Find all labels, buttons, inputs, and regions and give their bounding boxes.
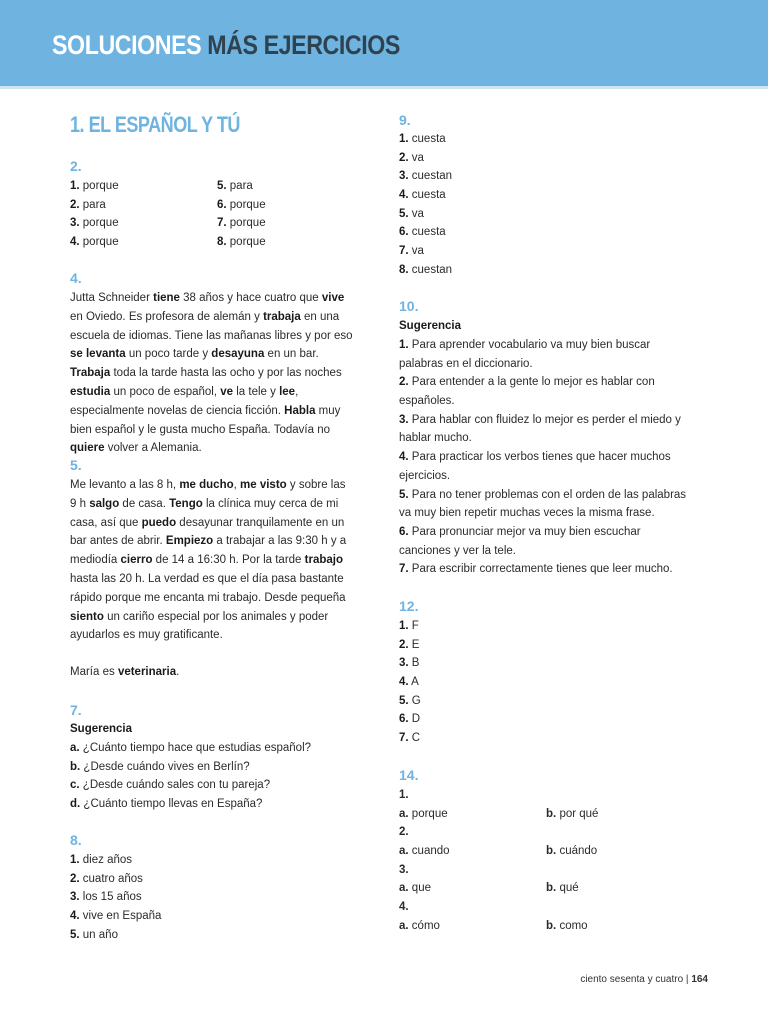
item-text: va <box>408 151 424 164</box>
answer-a-text: cuando <box>411 845 450 858</box>
item-text: porque <box>79 236 119 249</box>
text-segment: , <box>233 479 241 491</box>
item-text: cuestan <box>408 263 453 276</box>
item-text: porque <box>226 236 266 249</box>
item-text: porque <box>79 217 119 230</box>
item-text: cuesta <box>408 133 446 145</box>
bold-segment: puedo <box>141 516 177 529</box>
item-text: ¿Cuánto tiempo llevas en España? <box>80 798 263 811</box>
text-segment: hablar mucho. <box>399 432 472 445</box>
text-segment: Para practicar los verbos tienes que hacer muchos <box>408 451 671 464</box>
group-number <box>399 823 699 842</box>
bold-segment: 2. <box>399 376 409 389</box>
text-segment: un poco tarde y <box>125 348 212 361</box>
exercise-12-number: 12. <box>399 598 419 614</box>
text-segment: Para no tener problemas con el orden de las palabras <box>408 488 687 501</box>
group-answers <box>399 917 699 936</box>
bold-segment: trabajo <box>304 554 343 567</box>
bold-segment: veterinaria <box>117 666 177 678</box>
group-number-text: 1. <box>399 789 409 801</box>
answer-a-text: que <box>411 882 431 895</box>
answer-a <box>399 805 448 824</box>
item-number: c. <box>70 779 80 792</box>
text-segment: de casa. <box>119 497 170 510</box>
answer-b-text: cuándo <box>559 845 598 858</box>
list-item <box>70 907 161 926</box>
exercise-10-list <box>399 336 686 579</box>
exercise-7-label: Sugerencia <box>70 723 132 735</box>
answer-a <box>399 917 440 936</box>
item-number: 5. <box>399 207 409 220</box>
item-number: 8. <box>217 236 227 249</box>
answer-b-text: como <box>559 919 588 932</box>
suggestion-line <box>399 448 686 467</box>
list-item <box>399 223 452 242</box>
suggestion-line <box>399 486 686 505</box>
item-text: C <box>408 732 421 745</box>
item-number: 4. <box>399 189 409 202</box>
bold-segment: 5. <box>399 488 409 501</box>
exercise-4-number: 4. <box>70 270 82 286</box>
page-header <box>0 0 768 89</box>
item-text: para <box>79 198 106 211</box>
item-number: 1. <box>70 180 80 192</box>
text-segment: de 14 a 16:30 h. Por la tarde <box>152 554 305 567</box>
text-segment: toda la tarde hasta las ocho y por las noches <box>110 367 342 380</box>
exercise-14-number: 14. <box>399 767 419 783</box>
item-number: 2. <box>70 198 80 211</box>
list-item <box>399 729 421 748</box>
bold-segment: estudia <box>70 385 111 398</box>
item-number: 1. <box>399 133 409 145</box>
answer-a-label: a. <box>399 845 409 858</box>
bold-segment: vive <box>321 292 345 304</box>
item-text: un año <box>79 928 118 941</box>
suggestion-line <box>399 429 686 448</box>
item-number: 7. <box>399 732 409 745</box>
text-segment: un poco de español, <box>110 385 221 398</box>
group-number <box>399 861 699 880</box>
text-segment: en un bar. <box>264 348 319 361</box>
text-segment: Para entender a la gente lo mejor es hablar con <box>408 376 655 389</box>
text-segment: María es <box>70 666 118 678</box>
group-number-text: 2. <box>399 826 409 839</box>
list-item <box>70 870 161 889</box>
item-number: 3. <box>70 891 80 904</box>
exercise-7-list <box>70 739 311 814</box>
answer-b <box>546 805 598 824</box>
group-number-text: 4. <box>399 901 409 914</box>
list-item <box>217 196 266 215</box>
footer-text: ciento sesenta y cuatro | <box>580 974 692 985</box>
item-number: 5. <box>70 928 80 941</box>
text-segment: la tele y <box>233 385 280 398</box>
exercise-2-list-a <box>70 177 119 252</box>
exercise-8-list <box>70 851 161 944</box>
bold-segment: me visto <box>240 479 287 491</box>
group-number <box>399 786 699 805</box>
item-text: cuatro años <box>79 872 143 885</box>
answer-b-label: b. <box>546 919 557 932</box>
answer-a-text: porque <box>411 807 448 820</box>
bold-segment: 3. <box>399 413 409 426</box>
answer-b-label: b. <box>546 807 557 820</box>
exercise-5-text <box>70 476 353 645</box>
exercise-9-list <box>399 130 452 280</box>
item-number: 1. <box>399 620 409 632</box>
text-segment: muy bien español y le gusta mucho España. Todavía no <box>70 404 341 436</box>
bold-segment: Trabaja <box>70 367 111 380</box>
text-segment: Para aprender vocabulario va muy bien buscar <box>408 339 651 351</box>
item-text: D <box>408 713 421 726</box>
bold-segment: ve <box>220 385 234 398</box>
group-answers <box>399 879 699 898</box>
list-item <box>70 758 311 777</box>
item-number: 3. <box>399 170 409 183</box>
item-text: cuesta <box>408 226 446 239</box>
bold-segment: me ducho <box>179 479 234 491</box>
list-item <box>399 130 452 149</box>
item-number: 2. <box>70 872 80 885</box>
item-text: F <box>408 620 419 632</box>
suggestion-line <box>399 467 686 486</box>
title-light: SOLUCIONES <box>52 30 202 60</box>
answer-b <box>546 917 588 936</box>
page-footer <box>580 974 708 985</box>
list-item <box>70 926 161 945</box>
answer-b <box>546 842 597 861</box>
bold-segment: quiere <box>70 442 105 455</box>
answer-b-text: qué <box>559 882 579 895</box>
answer-a <box>399 879 431 898</box>
list-item <box>399 636 421 655</box>
text-segment: canciones y ver la tele. <box>399 544 516 557</box>
item-text: para <box>226 180 253 192</box>
item-number: 4. <box>70 236 80 249</box>
item-number: 6. <box>399 226 409 239</box>
text-segment: a trabajar a las 9:30 h y a mediodía <box>70 535 347 567</box>
text-segment: y sobre las 9 h <box>70 479 346 510</box>
answer-a-text: cómo <box>411 919 440 932</box>
list-item <box>70 795 311 814</box>
text-segment: , especialmente novelas de ciencia ficción. <box>70 385 299 417</box>
suggestion-line <box>399 504 686 523</box>
list-item <box>70 177 119 196</box>
text-segment: españoles. <box>399 395 455 408</box>
item-number: 6. <box>399 713 409 726</box>
item-number: 3. <box>70 217 80 230</box>
bold-segment: 4. <box>399 451 409 464</box>
item-number: 4. <box>70 910 80 923</box>
bold-segment: 1. <box>399 339 409 351</box>
answer-a-label: a. <box>399 807 409 820</box>
text-segment: un cariño especial por los animales y poder ayudarlos es muy gratificante. <box>70 610 329 642</box>
text-segment: desayunar tranquilamente en un bar antes de abrir. <box>70 516 345 548</box>
page-number: 164 <box>691 974 708 985</box>
exercise-5-answer <box>70 663 353 682</box>
list-item <box>399 261 452 280</box>
answer-a-label: a. <box>399 919 409 932</box>
group-number <box>399 898 699 917</box>
text-segment: Para escribir correctamente tienes que leer mucho. <box>408 563 673 576</box>
exercise-7-number: 7. <box>70 702 82 718</box>
text-segment: Para pronunciar mejor va muy bien escuchar <box>408 525 641 538</box>
text-segment: 38 años y hace cuatro que <box>179 292 322 304</box>
exercise-5-number: 5. <box>70 457 82 473</box>
suggestion-line <box>399 392 686 411</box>
item-text: los 15 años <box>79 891 142 904</box>
bold-segment: tiene <box>153 292 180 304</box>
page-title <box>52 30 400 61</box>
item-text: cuestan <box>408 170 453 183</box>
exercise-10-label: Sugerencia <box>399 320 461 332</box>
answer-b-label: b. <box>546 845 557 858</box>
suggestion-line <box>399 336 686 355</box>
bold-segment: 7. <box>399 563 409 576</box>
title-dark: MÁS EJERCICIOS <box>207 30 400 60</box>
bold-segment: trabaja <box>263 310 301 323</box>
list-item <box>399 673 421 692</box>
text-segment: Jutta Schneider <box>70 292 154 304</box>
bold-segment: Empiezo <box>165 535 214 548</box>
item-number: 7. <box>399 245 409 258</box>
item-text: porque <box>79 180 119 192</box>
item-number: 5. <box>399 694 409 707</box>
list-item <box>399 710 421 729</box>
item-number: 7. <box>217 217 227 230</box>
answer-a <box>399 842 450 861</box>
suggestion-line <box>399 373 686 392</box>
list-item <box>70 888 161 907</box>
item-text: ¿Desde cuándo vives en Berlín? <box>80 760 250 773</box>
item-number: b. <box>70 760 81 773</box>
text-segment: Me levanto a las 8 h, <box>70 479 180 491</box>
item-text: B <box>408 657 420 670</box>
item-number: 4. <box>399 676 409 689</box>
answer-b-text: por qué <box>559 807 599 820</box>
list-item <box>217 233 266 252</box>
text-segment: ejercicios. <box>399 469 451 482</box>
answer-a-label: a. <box>399 882 409 895</box>
item-number: 2. <box>399 151 409 164</box>
list-item <box>217 214 266 233</box>
bold-segment: se levanta <box>70 348 126 361</box>
item-text: porque <box>226 217 266 230</box>
list-item <box>217 177 266 196</box>
item-text: va <box>408 207 424 220</box>
list-item <box>70 851 161 870</box>
item-text: ¿Cuánto tiempo hace que estudias español? <box>79 742 312 754</box>
text-segment: Para hablar con fluidez lo mejor es perder el miedo y <box>408 413 681 426</box>
item-number: 6. <box>217 198 227 211</box>
text-segment: en una escuela de idiomas. Tiene las mañanas libres y por eso <box>70 310 353 342</box>
item-number: 5. <box>217 180 227 192</box>
section-title: 1. EL ESPAÑOL Y TÚ <box>70 112 240 137</box>
exercise-8-number: 8. <box>70 832 82 848</box>
group-answers <box>399 805 699 824</box>
item-text: vive en España <box>79 910 162 923</box>
bold-segment: Tengo <box>169 497 203 510</box>
suggestion-line <box>399 411 686 430</box>
item-text: ¿Desde cuándo sales con tu pareja? <box>79 779 271 792</box>
bold-segment: cierro <box>120 554 153 567</box>
text-segment: en Oviedo. Es profesora de alemán y <box>70 310 264 323</box>
exercise-2-list-b <box>217 177 266 252</box>
text-segment: la clínica muy cerca de mi casa, así que <box>70 497 339 529</box>
bold-segment: salgo <box>89 497 120 510</box>
bold-segment: siento <box>70 610 104 623</box>
list-item <box>399 242 452 261</box>
list-item <box>70 776 311 795</box>
item-text: E <box>408 638 420 651</box>
list-item <box>399 617 421 636</box>
list-item <box>399 692 421 711</box>
list-item <box>70 196 119 215</box>
bold-segment: Habla <box>284 404 316 417</box>
group-answers <box>399 842 699 861</box>
item-number: 1. <box>70 854 80 866</box>
list-item <box>70 233 119 252</box>
text-segment: palabras en el diccionario. <box>399 357 533 370</box>
text-segment: va muy bien repetir muchas veces la misma frase. <box>399 507 655 520</box>
list-item <box>70 739 311 758</box>
list-item <box>70 214 119 233</box>
answer-b <box>546 879 579 898</box>
exercise-14-list <box>399 786 699 936</box>
item-text: G <box>408 694 421 707</box>
item-number: d. <box>70 798 81 811</box>
item-number: 3. <box>399 657 409 670</box>
text-segment: volver a Alemania. <box>104 442 202 455</box>
item-text: cuesta <box>408 189 446 202</box>
bold-segment: desayuna <box>211 348 265 361</box>
list-item <box>399 149 452 168</box>
item-text: diez años <box>79 854 133 866</box>
suggestion-line <box>399 560 686 579</box>
exercise-4-text <box>70 289 359 458</box>
group-number-text: 3. <box>399 863 409 876</box>
bold-segment: 6. <box>399 525 409 538</box>
suggestion-line <box>399 542 686 561</box>
item-text: A <box>408 676 419 689</box>
suggestion-line <box>399 355 686 374</box>
item-number: 8. <box>399 263 409 276</box>
item-text: porque <box>226 198 266 211</box>
item-number: a. <box>70 742 80 754</box>
exercise-10-number: 10. <box>399 298 419 314</box>
exercise-2-number: 2. <box>70 158 82 174</box>
bold-segment: lee <box>279 385 296 398</box>
suggestion-line <box>399 523 686 542</box>
exercise-9-number: 9. <box>399 112 411 128</box>
list-item <box>399 654 421 673</box>
text-segment: hasta las 20 h. La verdad es que el día pasa bastante rápido porque me encanta mi trabajo. Desde pequeña <box>70 572 346 604</box>
list-item <box>399 167 452 186</box>
answer-b-label: b. <box>546 882 557 895</box>
item-text: va <box>408 245 424 258</box>
text-segment: . <box>176 666 180 678</box>
item-number: 2. <box>399 638 409 651</box>
list-item <box>399 186 452 205</box>
exercise-12-list <box>399 617 421 748</box>
list-item <box>399 205 452 224</box>
